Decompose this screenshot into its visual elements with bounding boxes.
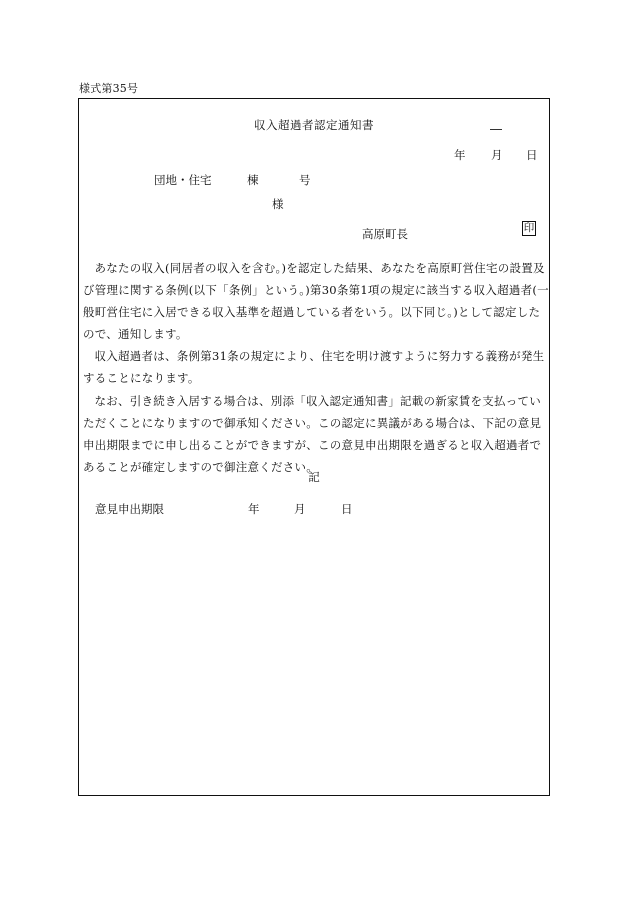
form-number: 様式第35号 — [79, 82, 139, 95]
notice-frame — [78, 98, 550, 796]
date-year-label: 年 — [454, 148, 466, 162]
issuer-name: 高原町長 — [362, 227, 408, 241]
deadline-day-label: 日 — [341, 502, 353, 516]
document-title: 収入超過者認定通知書 — [254, 118, 374, 132]
date-month-label: 月 — [491, 148, 503, 162]
deadline-label: 意見申出期限 — [95, 502, 164, 516]
date-day-label: 日 — [526, 148, 538, 162]
ki-heading: 記 — [308, 470, 320, 484]
seal-mark: 印 — [523, 222, 535, 234]
deadline-month-label: 月 — [294, 502, 306, 516]
date-dash-mark — [490, 129, 502, 130]
address-label: 団地・住宅 — [154, 173, 212, 187]
building-label: 棟 — [247, 173, 259, 187]
notice-paragraph-1: あなたの収入(同居者の収入を含む。)を認定した結果、あなたを高原町営住宅の設置及び管理に関する条例(以下「条例」という。)第30条第1項の規定に該当する収入超過者(一般町営住宅に入居できる収入基準を超過している者をいう。以下同じ。)として認定したので、通知します。 — [83, 261, 549, 342]
notice-paragraph-3: なお、引き続き入居する場合は、別添「収入認定通知書」記載の新家賃を支払っていただくことになりますので御承知ください。この認定に異議がある場合は、下記の意見申出期限までに申し出ることができますが、この意見申出期限を過ぎると収入超過者であることが確定しますので御注意ください。 — [83, 393, 542, 474]
notice-paragraph-2: 収入超過者は、条例第31条の規定により、住宅を明け渡すように努力する義務が発生することになります。 — [83, 349, 545, 386]
notice-body — [83, 257, 549, 478]
unit-number-label: 号 — [299, 173, 311, 187]
recipient-honorific: 様 — [272, 197, 284, 211]
deadline-year-label: 年 — [248, 502, 260, 516]
